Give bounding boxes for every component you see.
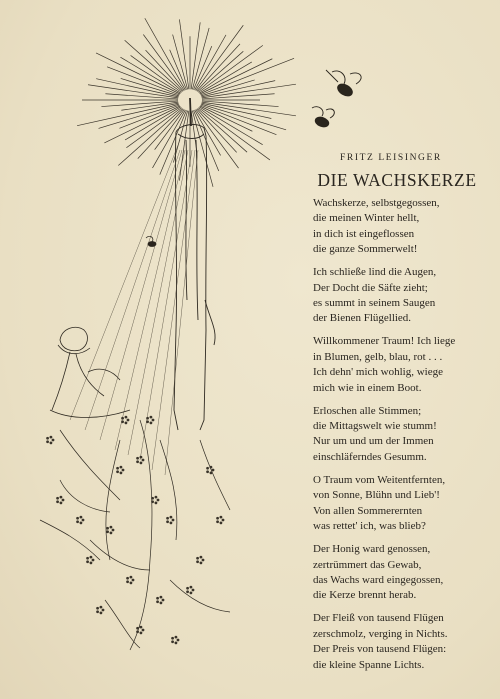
blossom-petal — [216, 517, 219, 520]
bee-small — [146, 236, 156, 246]
poem-line: es summt in seinem Saugen — [313, 297, 436, 310]
blossom-petal — [160, 596, 163, 599]
stanza-2 — [313, 265, 493, 327]
blossom-petal — [170, 521, 173, 524]
sun-ray — [119, 105, 179, 128]
poem-line: die meinen Winter hellt, — [313, 212, 420, 225]
blossom-petal — [200, 556, 203, 559]
poem-line: Der Docht die Säfte zieht; — [313, 281, 428, 294]
blossom-petal — [76, 517, 79, 520]
blossom-petal — [186, 587, 189, 590]
blossom-petal — [106, 530, 109, 533]
blossom-petal — [151, 500, 154, 503]
sun-ray — [195, 35, 226, 90]
blossom-petal — [132, 579, 135, 582]
blossom-petal — [46, 440, 49, 443]
blossom-petal — [60, 496, 63, 499]
poem-line: das Wachs ward eingegossen, — [313, 573, 444, 586]
blossom-petal — [56, 497, 59, 500]
poem-line: zertrümmert das Gewab, — [313, 558, 422, 571]
blossom-petal — [156, 600, 159, 603]
sun-ray — [145, 18, 186, 90]
blossom-petal — [50, 441, 53, 444]
blossom-petal — [100, 611, 103, 614]
poem-line: O Traum vom Weitentfernten, — [313, 473, 446, 486]
blossom-petal — [125, 416, 128, 419]
poem-line: Ich schließe lind die Augen, — [313, 266, 437, 279]
blossom-petal — [102, 609, 105, 612]
blossom-petal — [90, 556, 93, 559]
blossom-petal — [162, 599, 165, 602]
blossom-petal — [112, 529, 115, 532]
blossom-petal — [222, 519, 225, 522]
blossom-petal — [142, 629, 145, 632]
poem-line: mich wie in einem Boot. — [313, 381, 422, 394]
blossom-petal — [140, 456, 143, 459]
stanza-7 — [313, 611, 493, 673]
author-name: FRITZ LEISINGER — [340, 153, 442, 163]
poem-line: in dich ist eingeflossen — [313, 227, 415, 240]
blossom-petal — [206, 467, 209, 470]
blossom-petal — [126, 577, 129, 580]
poem-body — [313, 196, 493, 681]
blossom-petal — [155, 496, 158, 499]
blossom-petal — [80, 516, 83, 519]
blossom-petal — [60, 501, 63, 504]
sun-ray — [118, 108, 182, 165]
blossom-petal — [157, 499, 160, 502]
sleeping-child — [50, 327, 130, 417]
sun-ray — [152, 110, 185, 168]
poem-line: die Mittagswelt wie stumm! — [313, 420, 437, 433]
blossom-petal — [210, 466, 213, 469]
blossom-petal — [140, 626, 143, 629]
blossom-petal — [130, 576, 133, 579]
blossom-petal — [90, 561, 93, 564]
blossom-petal — [121, 420, 124, 423]
poem-line: zerschmolz, verging in Nichts. — [313, 627, 448, 640]
blossom-petal — [76, 520, 79, 523]
blossom-petal — [120, 466, 123, 469]
blossom-petal — [220, 516, 223, 519]
sun-ray — [197, 109, 237, 152]
poem-line: was rettet' ich, was blieb? — [313, 520, 426, 533]
blossom-petal — [121, 417, 124, 420]
stanza-4 — [313, 404, 493, 466]
blossom-petal — [127, 419, 130, 422]
stanza-1 — [313, 196, 493, 258]
poem-line: die kleine Spanne Lichts. — [313, 658, 425, 671]
poem-line: Willkommener Traum! Ich liege — [313, 335, 456, 348]
blossom-petal — [171, 637, 174, 640]
poem-line: von Sonne, Blühn und Lieb'! — [313, 489, 440, 502]
blossom-petal — [170, 516, 173, 519]
bee-middle — [312, 107, 334, 129]
blossom-petal — [86, 560, 89, 563]
poem-title: DIE WACHSKERZE — [317, 170, 477, 190]
blossom-petal — [126, 580, 129, 583]
blossom-petal — [100, 606, 103, 609]
poem-line: Von allen Sommerernten — [313, 504, 423, 517]
blossom-petal — [175, 641, 178, 644]
blossom-petal — [86, 557, 89, 560]
blossom-petal — [80, 521, 83, 524]
blossom-petal — [96, 607, 99, 610]
blossom-petal — [62, 499, 65, 502]
blossom-petal — [136, 630, 139, 633]
flowers — [40, 420, 230, 650]
blossom-petal — [122, 469, 125, 472]
blossom-petal — [56, 500, 59, 503]
poem-line: Der Fleiß von tausend Flügen — [313, 612, 444, 625]
blossom-petal — [186, 590, 189, 593]
blossom-petal — [177, 639, 180, 642]
sun-ray — [191, 22, 200, 89]
poem-line: in Blumen, gelb, blau, rot . . . — [313, 350, 443, 363]
stanza-6 — [313, 542, 493, 604]
blossoms — [46, 416, 224, 645]
blossom-petal — [46, 437, 49, 440]
blossom-petal — [142, 459, 145, 462]
sun-ray — [200, 59, 272, 94]
poem-line: die ganze Sommerwelt! — [313, 243, 418, 256]
poem-line: Der Preis von tausend Flügen: — [313, 643, 447, 656]
blossom-petal — [155, 501, 158, 504]
blossom-petal — [156, 597, 159, 600]
poem-line: Ich dehn' mich wohlig, wiege — [313, 366, 443, 379]
blossom-petal — [200, 561, 203, 564]
blossom-petal — [146, 420, 149, 423]
poem-line: einschläferndes Gesumm. — [313, 450, 427, 463]
blossom-petal — [120, 471, 123, 474]
blossom-petal — [140, 631, 143, 634]
blossom-petal — [206, 470, 209, 473]
blossom-petal — [92, 559, 95, 562]
blossom-petal — [172, 519, 175, 522]
stanza-3 — [313, 334, 493, 396]
blossom-petal — [220, 521, 223, 524]
blossom-petal — [166, 517, 169, 520]
blossom-petal — [196, 557, 199, 560]
light-beams — [70, 140, 198, 475]
blossom-petal — [171, 640, 174, 643]
blossom-petal — [106, 527, 109, 530]
sun-ray — [200, 106, 252, 131]
sun-ray — [201, 80, 255, 96]
poem-line: der Bienen Flügellied. — [313, 312, 412, 325]
blossom-petal — [116, 467, 119, 470]
blossom-petal — [190, 586, 193, 589]
blossom-petal — [140, 461, 143, 464]
blossom-petal — [216, 520, 219, 523]
blossom-petal — [150, 421, 153, 424]
blossom-petal — [130, 581, 133, 584]
blossom-petal — [212, 469, 215, 472]
blossom-petal — [202, 559, 205, 562]
bee-top — [326, 70, 361, 98]
blossom-petal — [150, 416, 153, 419]
blossom-petal — [110, 531, 113, 534]
blossom-petal — [152, 419, 155, 422]
blossom-petal — [192, 589, 195, 592]
blossom-petal — [125, 421, 128, 424]
blossom-petal — [210, 471, 213, 474]
poem-line: Der Honig ward genossen, — [313, 543, 431, 556]
poem-line: Wachskerze, selbstgegossen, — [313, 197, 440, 209]
blossom-petal — [166, 520, 169, 523]
blossom-petal — [136, 460, 139, 463]
blossom-petal — [96, 610, 99, 613]
blossom-petal — [146, 417, 149, 420]
sun-ray — [179, 19, 188, 89]
stanza-5 — [313, 473, 493, 535]
blossom-petal — [190, 591, 193, 594]
blossom-petal — [175, 636, 178, 639]
poem-line: die Kerze brennt herab. — [313, 589, 417, 602]
blossom-petal — [110, 526, 113, 529]
blossom-petal — [151, 497, 154, 500]
blossom-petal — [52, 439, 55, 442]
blossom-petal — [160, 601, 163, 604]
blossom-petal — [196, 560, 199, 563]
blossom-petal — [82, 519, 85, 522]
blossom-petal — [116, 470, 119, 473]
poem-line: Nur um und um der Immen — [313, 435, 434, 448]
blossom-petal — [136, 627, 139, 630]
blossom-petal — [136, 457, 139, 460]
poem-line: Erloschen alle Stimmen; — [313, 404, 422, 417]
blossom-petal — [50, 436, 53, 439]
